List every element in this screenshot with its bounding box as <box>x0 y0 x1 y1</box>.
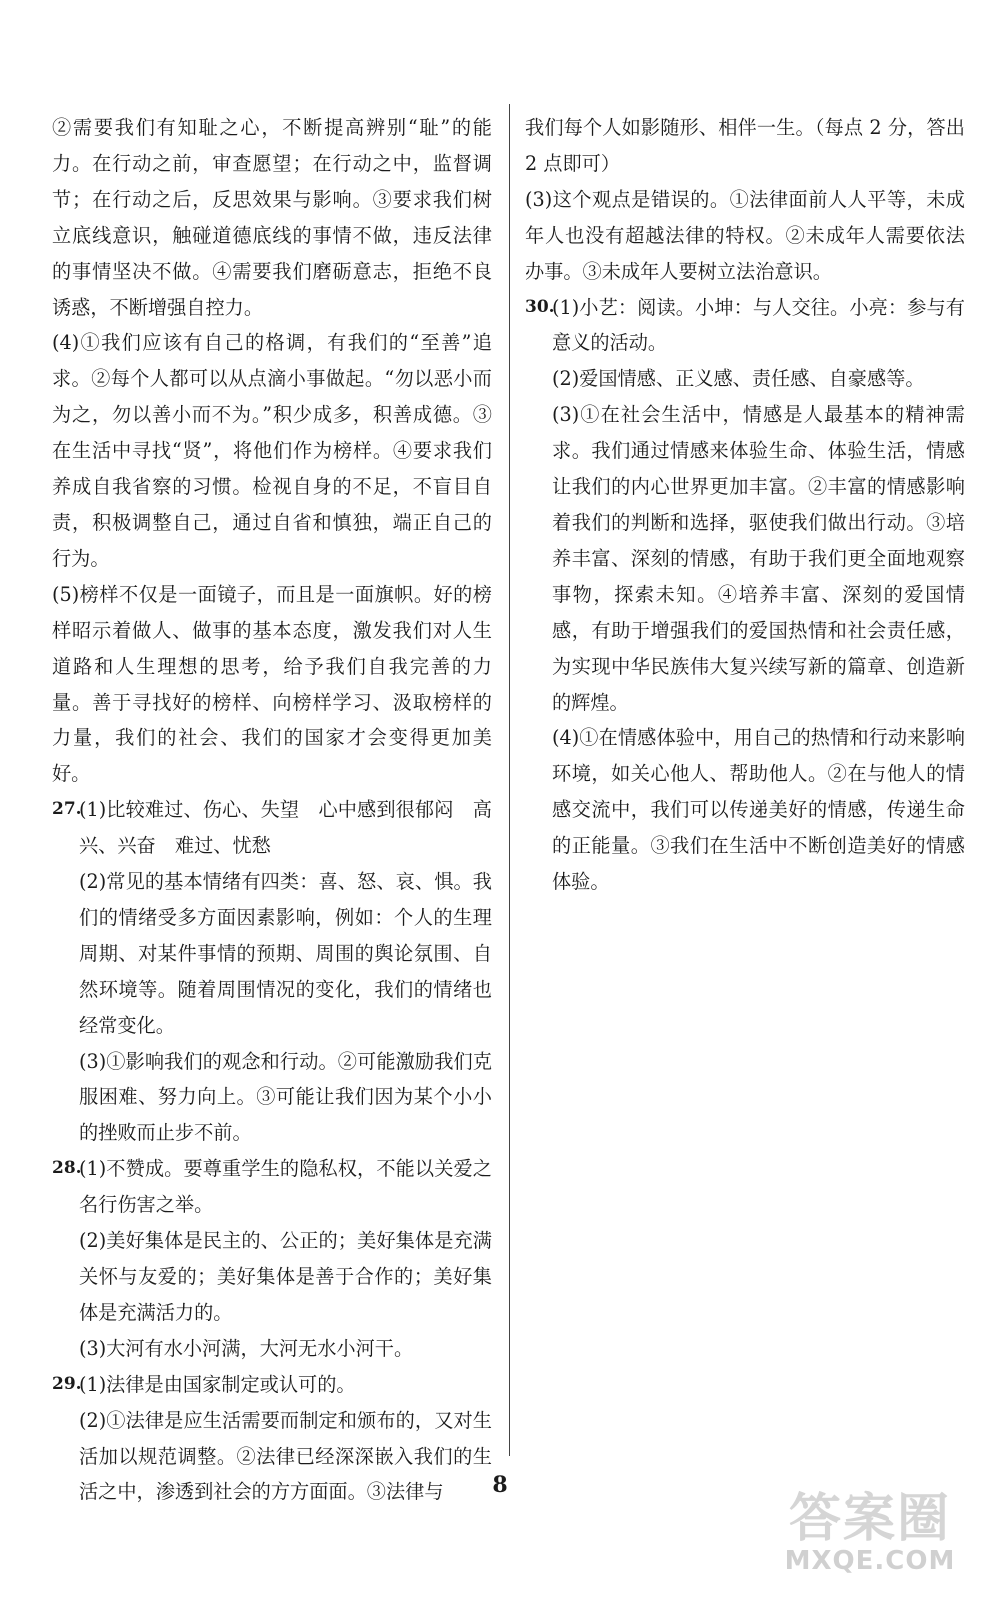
question-number: 29. <box>52 1373 82 1394</box>
answer-part-2: (2)①法律是应生活需要而制定和颁布的，又对生活加以规范调整。②法律已经深深嵌入我们的生活之中，渗透到社会的方方面面。③法律与 <box>79 1408 492 1504</box>
answer-part-3: (3)大河有水小河满，大河无水小河干。 <box>79 1336 414 1360</box>
paragraph-q26-4: (4)①我们应该有自己的格调，有我们的“至善”追求。②每个人都可以从点滴小事做起。“勿以恶小而为之，勿以善小而不为。”积少成多，积善成德。③在生活中寻找“贤”，将他们作为榜样。④要求我们养成自我省察的习惯。检视自身的不足，不盲目自责，积极调整自己，通过自省和慎独，端正自己的行为。 <box>52 331 492 570</box>
answer-part-1: (1)比较难过、伤心、失望 心中感到很郁闷 高兴、兴奋 难过、忧愁 <box>79 798 492 858</box>
answer-part-2: (2)美好集体是民主的、公正的；美好集体是充满关怀与友爱的；美好集体是善于合作的；美好集体是充满活力的。 <box>79 1229 492 1324</box>
answer-part-2: (2)常见的基本情绪有四类：喜、怒、哀、惧。我们的情绪受多方面因素影响，例如：个人的生理周期、对某件事情的预期、周围的舆论氛围、自然环境等。随着周围情况的变化，我们的情绪也经常变化。 <box>79 870 492 1037</box>
watermark-url: MXQE.COM <box>784 1546 956 1576</box>
question-27 <box>52 792 492 1151</box>
watermark <box>770 1476 970 1586</box>
column-divider <box>509 104 510 1456</box>
answer-part-3: (3)①在社会生活中，情感是人最基本的精神需求。我们通过情感来体验生命、体验生活，情感让我们的内心世界更加丰富。②丰富的情感影响着我们的判断和选择，驱使我们做出行动。③培养丰富、深刻的情感，有助于我们更全面地观察事物，探索未知。④培养丰富、深刻的爱国情感，有助于增强我们的爱国热情和社会责任感，为实现中华民族伟大复兴续写新的篇章、创造新的辉煌。 <box>552 403 965 714</box>
question-28 <box>52 1151 492 1366</box>
answer-part-1: (1)法律是由国家制定或认可的。 <box>79 1372 356 1396</box>
answer-part-4: (4)①在情感体验中，用自己的热情和行动来影响环境，如关心他人、帮助他人。②在与他人的情感交流中，我们可以传递美好的情感，传递生命的正能量。③我们在生活中不断创造美好的情感体验。 <box>552 726 965 894</box>
answer-part-3: (3)①影响我们的观念和行动。②可能激励我们克服困难、努力向上。③可能让我们因为某个小小的挫败而止步不前。 <box>79 1049 492 1145</box>
paragraph-q29-3: (3)这个观点是错误的。①法律面前人人平等，未成年人也没有超越法律的特权。②未成年人需要依法办事。③未成年人要树立法治意识。 <box>525 187 965 283</box>
left-column <box>52 110 492 1510</box>
paragraph-q29-2-continued: 我们每个人如影随形、相伴一生。（每点 2 分，答出 2 点即可） <box>525 116 965 175</box>
watermark-title: 答案圈 <box>788 1489 951 1549</box>
answer-part-1: (1)不赞成。要尊重学生的隐私权，不能以关爱之名行伤害之举。 <box>79 1157 492 1217</box>
question-number: 28. <box>52 1158 82 1179</box>
question-number: 27. <box>52 799 82 820</box>
question-number: 30. <box>525 296 555 317</box>
paragraph-q26-5: (5)榜样不仅是一面镜子，而且是一面旗帜。好的榜样昭示着做人、做事的基本态度，激发我们对人生道路和人生理想的思考，给予我们自我完善的力量。善于寻找好的榜样、向榜样学习、汲取榜样的力量，我们的社会、我们的国家才会变得更加美好。 <box>52 582 492 786</box>
page-number: 8 <box>492 1472 508 1498</box>
question-30 <box>525 290 965 900</box>
answer-part-1: (1)小艺：阅读。小坤：与人交往。小亮：参与有意义的活动。 <box>552 295 965 355</box>
answer-part-2: (2)爱国情感、正义感、责任感、自豪感等。 <box>552 367 925 391</box>
paragraph-q26-3-continued: ②需要我们有知耻之心，不断提高辨别“耻”的能力。在行动之前，审查愿望；在行动之中，监督调节；在行动之后，反思效果与影响。③要求我们树立底线意识，触碰道德底线的事情不做，违反法律的事情坚决不做。④需要我们磨砺意志，拒绝不良诱惑，不断增强自控力。 <box>52 116 492 319</box>
right-column <box>525 110 965 900</box>
